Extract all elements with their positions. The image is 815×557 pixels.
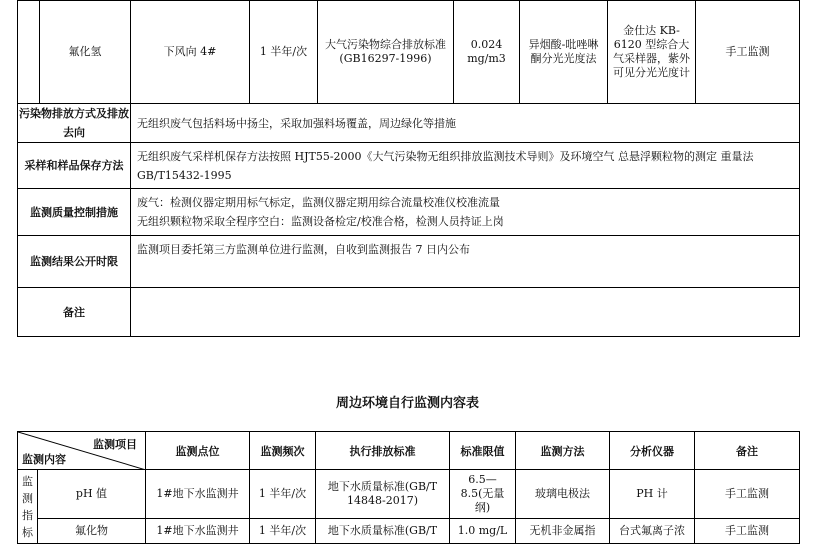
side-label (18, 470, 38, 544)
column-header: 执行排放标准 (316, 432, 450, 470)
empty-cell (18, 1, 40, 104)
note-cell: 手工监测 (696, 1, 800, 104)
standard-cell: 地下水质量标准(GB/T (316, 519, 450, 544)
limit-cell: 6.5—8.5(无量纲) (450, 470, 516, 519)
section-row-disclosure (18, 236, 800, 288)
standard-cell: 地下水质量标准(GB/T 14848-2017) (316, 470, 450, 519)
frequency-cell: 1 半年/次 (250, 519, 316, 544)
point-cell: 1#地下水监测井 (146, 470, 250, 519)
frequency-cell: 1 半年/次 (250, 1, 318, 104)
table-row (18, 1, 800, 104)
frequency-cell: 1 半年/次 (250, 470, 316, 519)
corner-label-top: 监测项目 (93, 438, 137, 451)
side-label-char: 测 (22, 491, 33, 505)
section-label: 污染物排放方式及排放去向 (18, 104, 131, 143)
instrument-cell: PH 计 (610, 470, 695, 519)
note-cell: 手工监测 (695, 519, 800, 544)
section-content: 监测项目委托第三方监测单位进行监测，自收到监测报告 7 日内公布 (131, 236, 800, 288)
section-title: 周边环境自行监测内容表 (335, 396, 479, 411)
section-row-quality-control (18, 189, 800, 236)
section-content: 无组织废气采样机保存方法按照 HJT55-2000《大气污染物无组织排放监测技术导则》及环境空气 总悬浮颗粒物的测定 重量法 GB/T15432-1995 (131, 143, 800, 189)
standard-cell: 大气污染物综合排放标准(GB16297-1996) (318, 1, 454, 104)
note-cell: 手工监测 (695, 470, 800, 519)
pollutant-cell: 氟化氢 (40, 1, 131, 104)
instrument-cell: 台式氟离子浓 (610, 519, 695, 544)
instrument-cell: 金仕达 KB-6120 型综合大气采样器，紫外可见分光光度计 (608, 1, 696, 104)
corner-label-bottom: 监测内容 (22, 453, 66, 466)
side-label-char: 标 (22, 525, 33, 539)
monitoring-point-cell: 下风向 4# (131, 1, 250, 104)
section-label: 监测质量控制措施 (18, 189, 131, 236)
section-content (131, 189, 800, 236)
section-label: 监测结果公开时限 (18, 236, 131, 288)
column-header: 备注 (695, 432, 800, 470)
column-header: 标准限值 (450, 432, 516, 470)
table-row (18, 519, 800, 544)
column-header: 监测点位 (146, 432, 250, 470)
item-cell: pH 值 (38, 470, 146, 519)
table-row (18, 470, 800, 519)
method-cell: 异烟酸-吡唑啉酮分光光度法 (520, 1, 608, 104)
monitoring-table-air (17, 0, 800, 337)
section-content: 无组织废气包括料场中扬尘，采取加强料场覆盖，周边绿化等措施 (131, 104, 800, 143)
section-content (131, 288, 800, 337)
column-header: 监测方法 (516, 432, 610, 470)
method-cell: 玻璃电极法 (516, 470, 610, 519)
section-label: 备注 (18, 288, 131, 337)
section-content-line: 无组织颗粒物采取全程序空白：监测设备检定/校准合格，检测人员持证上岗 (137, 215, 504, 228)
section-label: 采样和样品保存方法 (18, 143, 131, 189)
column-header: 分析仪器 (610, 432, 695, 470)
point-cell: 1#地下水监测井 (146, 519, 250, 544)
column-header: 监测频次 (250, 432, 316, 470)
monitoring-table-environment (17, 431, 800, 544)
side-label-char: 指 (22, 508, 33, 522)
limit-cell: 1.0 mg/L (450, 519, 516, 544)
section-row-remarks (18, 288, 800, 337)
method-cell: 无机非金属指 (516, 519, 610, 544)
header-row (18, 432, 800, 470)
section-content-line: 废气：检测仪器定期用标气标定，监测仪器定期用综合流量校准仪校准流量 (137, 196, 500, 209)
section-row-discharge (18, 104, 800, 143)
diagonal-header-cell (18, 432, 146, 470)
side-label-char: 监 (22, 474, 33, 488)
limit-cell: 0.024 mg/m3 (454, 1, 520, 104)
item-cell: 氟化物 (38, 519, 146, 544)
section-row-sampling (18, 143, 800, 189)
